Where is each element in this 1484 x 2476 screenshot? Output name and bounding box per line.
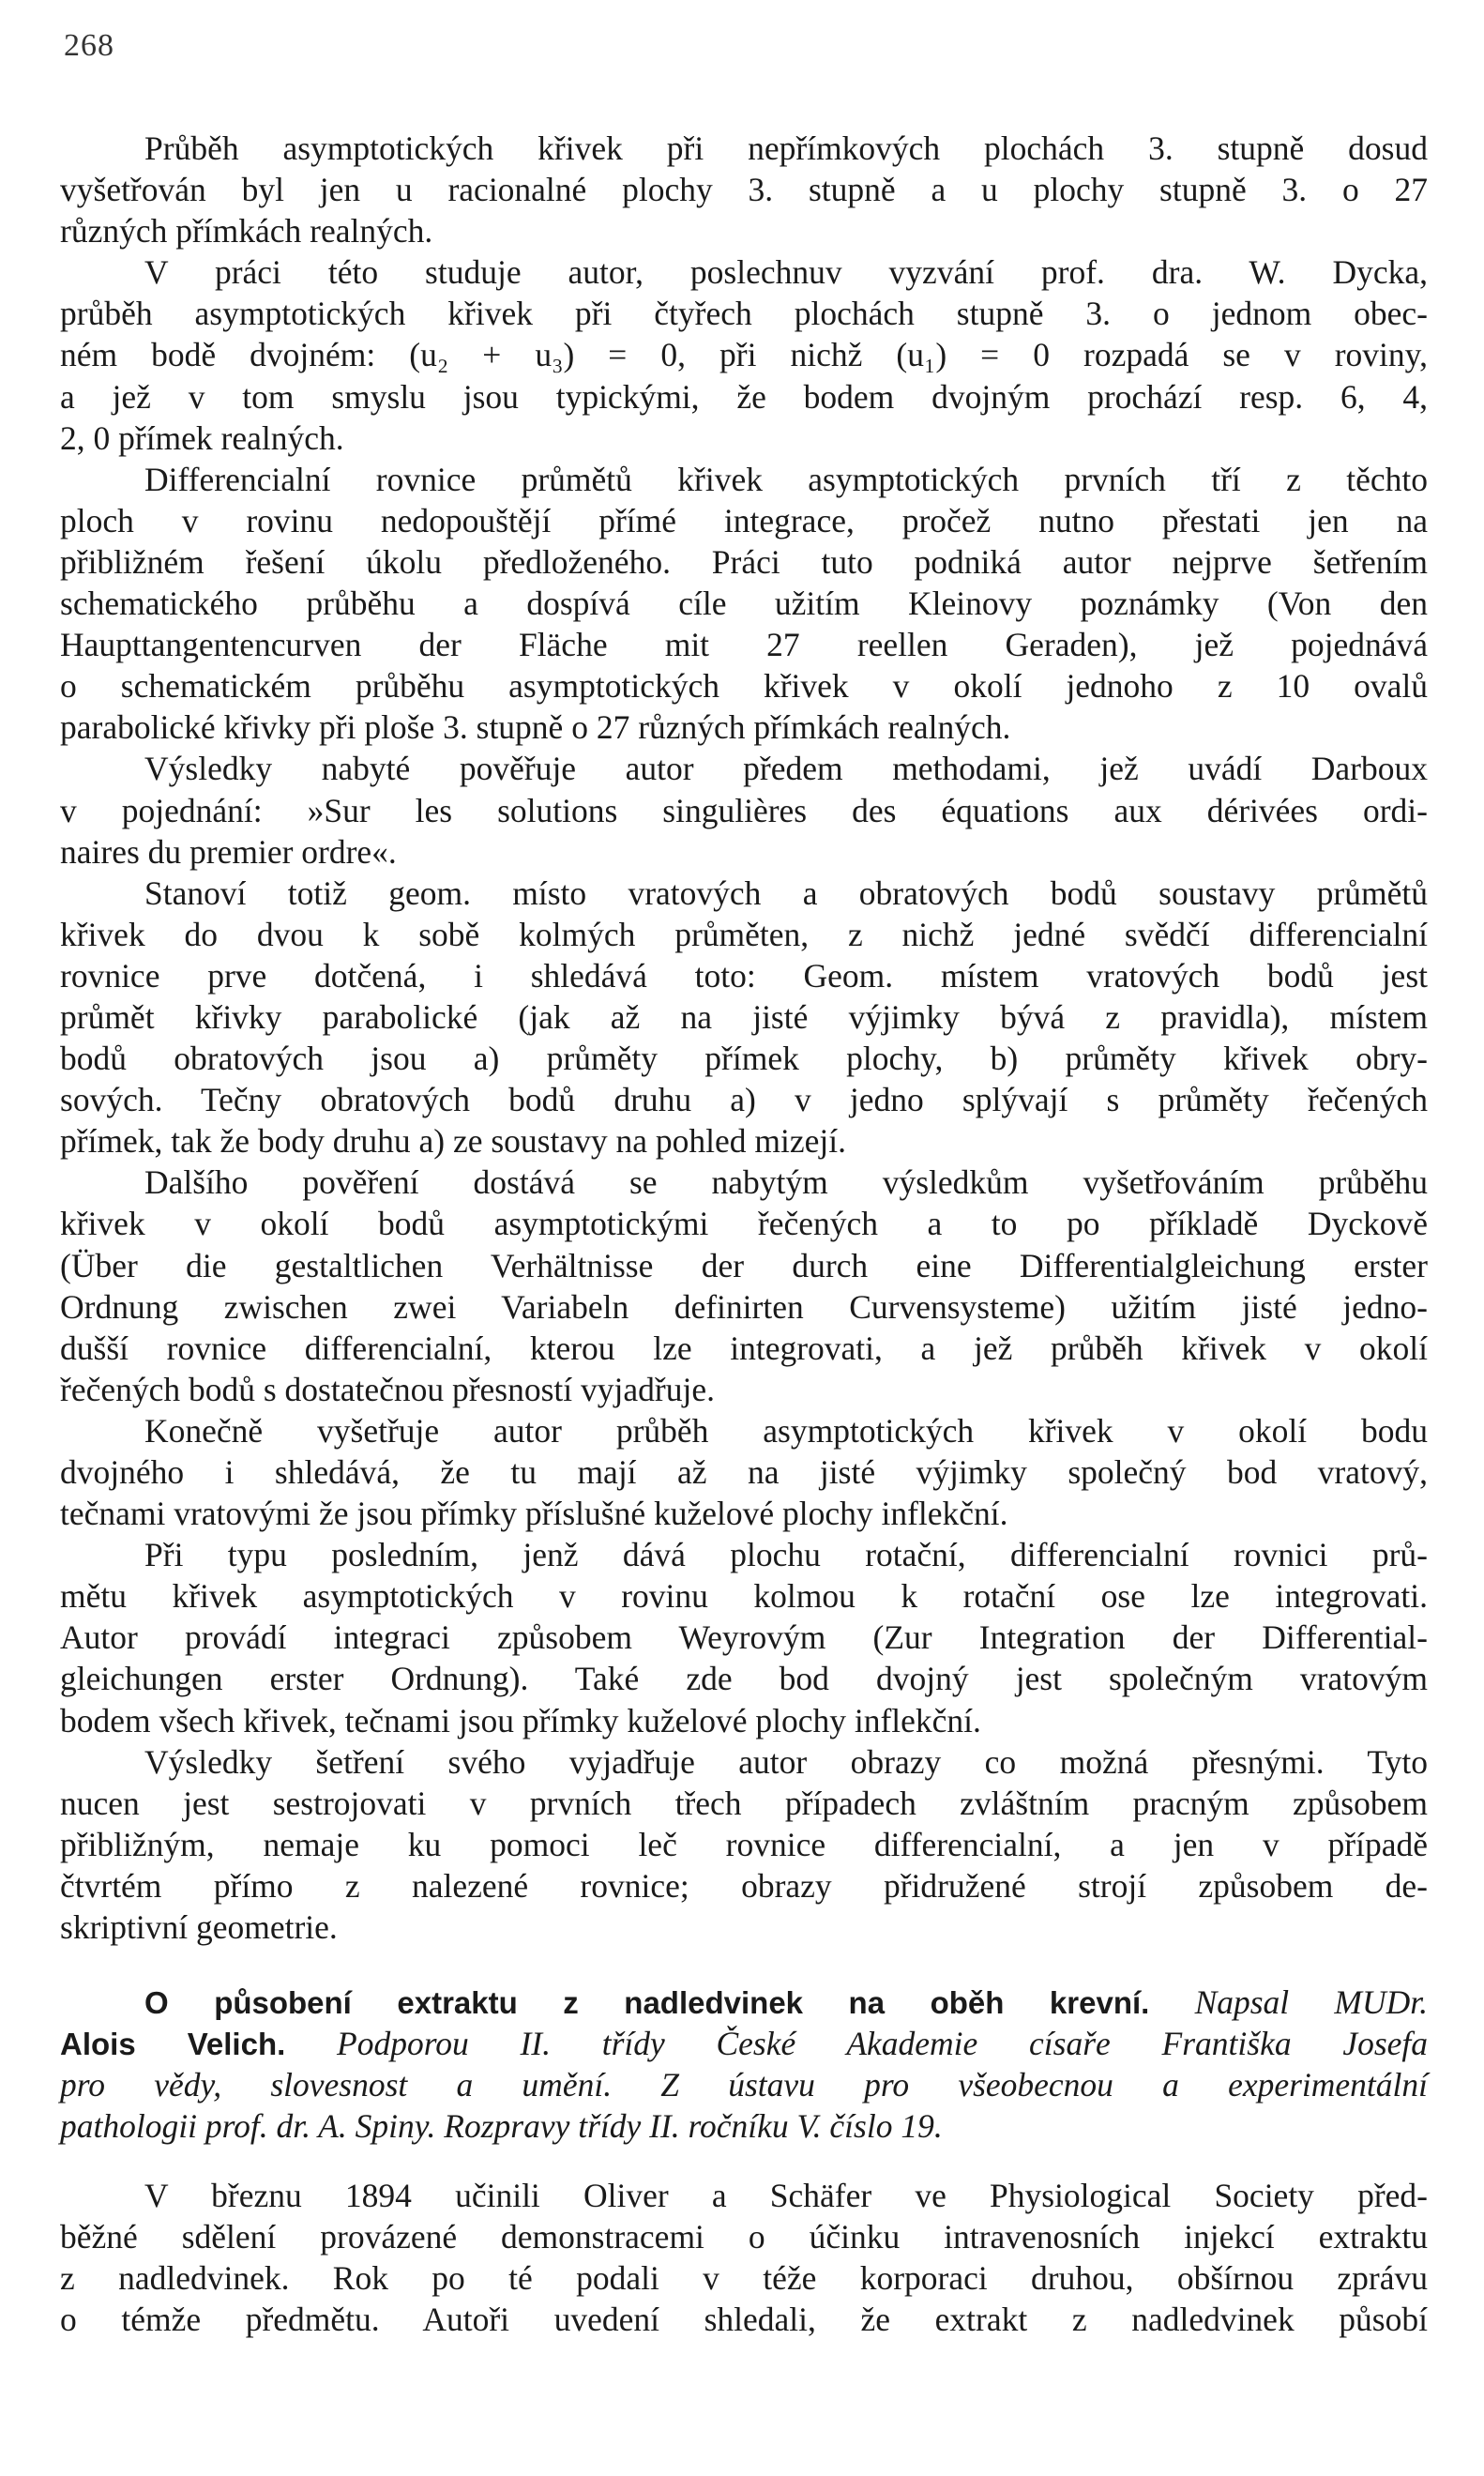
text-line: 2, 0 přímek realných. (60, 418, 344, 457)
text-line: Při typu posledním, jenž dává plochu rotační, differencialní rovnici prů- (144, 1536, 1428, 1574)
paragraph-gap (60, 2147, 1428, 2175)
text-line: přibližným, nemaje ku pomoci leč rovnice differencialní, a jen v případě (60, 1825, 1428, 1863)
text-line: Výsledky šetření svého vyjadřuje autor obrazy co možná přesnými. Tyto (144, 1742, 1428, 1781)
text-line: přibližném řešení úkolu předloženého. Práci tuto podniká autor nejprve šetřením (60, 542, 1428, 581)
text-line: (Über die gestaltlichen Verhältnisse der durch eine Differentialgleichung erster (60, 1246, 1428, 1284)
article-byline: Napsal MUDr. (1194, 1983, 1428, 2021)
review-asymptotic-curves (60, 128, 1428, 1948)
article-support-line: pro vědy, slovesnost a umění. Z ústavu pro všeobecnou a experimentální (60, 2066, 1428, 2104)
text-line: křivek v okolí bodů asymptotickými řečených a to po příkladě Dyckově (60, 1205, 1428, 1243)
text-line: ploch v rovinu nedopouštějí přímé integrace, pročež nutno přestati jen na (60, 501, 1428, 539)
text-line: rovnice prve dotčená, i shledává toto: Geom. místem vratových bodů jest (60, 956, 1428, 995)
text-line: čtvrtém přímo z nalezené rovnice; obrazy přidružené strojí způsobem de- (60, 1866, 1428, 1905)
text-line: Autor provádí integraci způsobem Weyrovým (Zur Integration der Differential- (60, 1618, 1428, 1657)
text-line: naires du premier ordre«. (60, 832, 397, 871)
text-line: V březnu 1894 učinili Oliver a Schäfer ve Physiological Society před- (144, 2177, 1428, 2214)
text-line: mětu křivek asymptotických v rovinu kolmou k rotační ose lze integrovati. (60, 1577, 1428, 1616)
text-line: nucen jest sestrojovati v prvních třech případech zvláštním pracným způsobem (60, 1784, 1428, 1822)
text-line: o schematickém průběhu asymptotických křivek v okolí jednoho z 10 ovalů (60, 667, 1428, 706)
text-line: skriptivní geometrie. (60, 1908, 338, 1947)
article-heading-line (60, 1982, 1428, 2023)
text-line: řečených bodů s dostatečnou přesností vyjadřuje. (60, 1370, 715, 1408)
text-line: Dalšího pověření dostává se nabytým výsledkům vyšetřováním průběhu (144, 1163, 1428, 1202)
text-line: Průběh asymptotických křivek při nepřímkových plochách 3. stupně dosud (144, 129, 1428, 167)
text-line: běžné sdělení provázené demonstracemi o účinku intravenosních injekcí extraktu (60, 2218, 1428, 2256)
article-support-line (60, 2023, 1428, 2064)
text-line: dušší rovnice differencialní, kterou lze integrovati, a jež průběh křivek v okolí (60, 1329, 1428, 1367)
text-line: z nadledvinek. Rok po té podali v téže korporaci druhou, obšírnou zprávu (60, 2259, 1428, 2297)
text-line: vyšetřován byl jen u racionalné plochy 3. stupně a u plochy stupně 3. o 27 (60, 171, 1428, 209)
article-support-line: pathologii prof. dr. A. Spiny. Rozpravy třídy II. ročníku V. číslo 19. (60, 2107, 943, 2145)
text-line: dvojného i shledává, že tu mají až na jisté výjimky společný bod vratový, (60, 1453, 1428, 1491)
article-author: Alois Velich. (60, 2027, 286, 2061)
text-line: přímek, tak že body druhu a) ze soustavy na pohled mizejí. (60, 1122, 846, 1161)
text-line: v pojednání: »Sur les solutions singulières des équations aux dérivées ordi- (60, 791, 1428, 829)
text-line: Stanoví totiž geom. místo vratových a obratových bodů soustavy průmětů (144, 873, 1428, 912)
review-adrenal-extract (60, 1982, 1428, 2340)
text-line: průmět křivky parabolické (jak až na jisté výjimky bývá z pravidla), místem (60, 997, 1428, 1036)
text-line: gleichungen erster Ordnung). Také zde bod dvojný jest společným vratovým (60, 1660, 1428, 1698)
text-line: tečnami vratovými že jsou přímky příslušné kuželové plochy inflekční. (60, 1495, 1008, 1533)
text-line: Výsledky nabyté pověřuje autor předem methodami, jež uvádí Darboux (144, 750, 1428, 788)
article-support-text: Podporou II. třídy České Akademie císaře Františka Josefa (337, 2025, 1429, 2062)
text-line: Konečně vyšetřuje autor průběh asymptotických křivek v okolí bodu (144, 1411, 1428, 1450)
page-number: 268 (64, 28, 114, 63)
text-line: Differencialní rovnice průmětů křivek asymptotických prvních tří z těchto (144, 460, 1428, 498)
text-line: o témže předmětu. Autoři uvedení shledali, že extrakt z nadledvinek působí (60, 2301, 1428, 2338)
text-line: parabolické křivky při ploše 3. stupně o 27 různých přímkách realných. (60, 708, 1011, 747)
text-line: křivek do dvou k sobě kolmých průměten, z nichž jedné svědčí differencialní (60, 915, 1428, 953)
text-line: V práci této studuje autor, poslechnuv vyzvání prof. dra. W. Dycka, (144, 253, 1428, 292)
text-line: různých přímkách realných. (60, 212, 433, 251)
text-line: bodů obratových jsou a) průměty přímek plochy, b) průměty křivek obry- (60, 1040, 1428, 1078)
text-line: Ordnung zwischen zwei Variabeln definirten Curvensysteme) užitím jisté jedno- (60, 1287, 1428, 1326)
text-line: ném bodě dvojném: (u₂ + u₃) = 0, při nichž (u₁) = 0 rozpadá se v roviny, (60, 336, 1428, 374)
text-line: schematického průběhu a dospívá cíle užitím Kleinovy poznámky (Von den (60, 585, 1428, 623)
text-line: sových. Tečny obratových bodů druhu a) v jedno splývají s průměty řečených (60, 1081, 1428, 1119)
text-line: průběh asymptotických křivek při čtyřech plochách stupně 3. o jednom obec- (60, 295, 1428, 333)
text-line: a jež v tom smyslu jsou typickými, že bodem dvojným prochází resp. 6, 4, (60, 377, 1428, 416)
text-line: bodem všech křivek, tečnami jsou přímky kuželové plochy inflekční. (60, 1701, 981, 1739)
article-title: O působení extraktu z nadledvinek na oběh krevní. (144, 1985, 1150, 2020)
text-line: Haupttangentencurven der Fläche mit 27 reellen Geraden), jež pojednává (60, 626, 1428, 664)
